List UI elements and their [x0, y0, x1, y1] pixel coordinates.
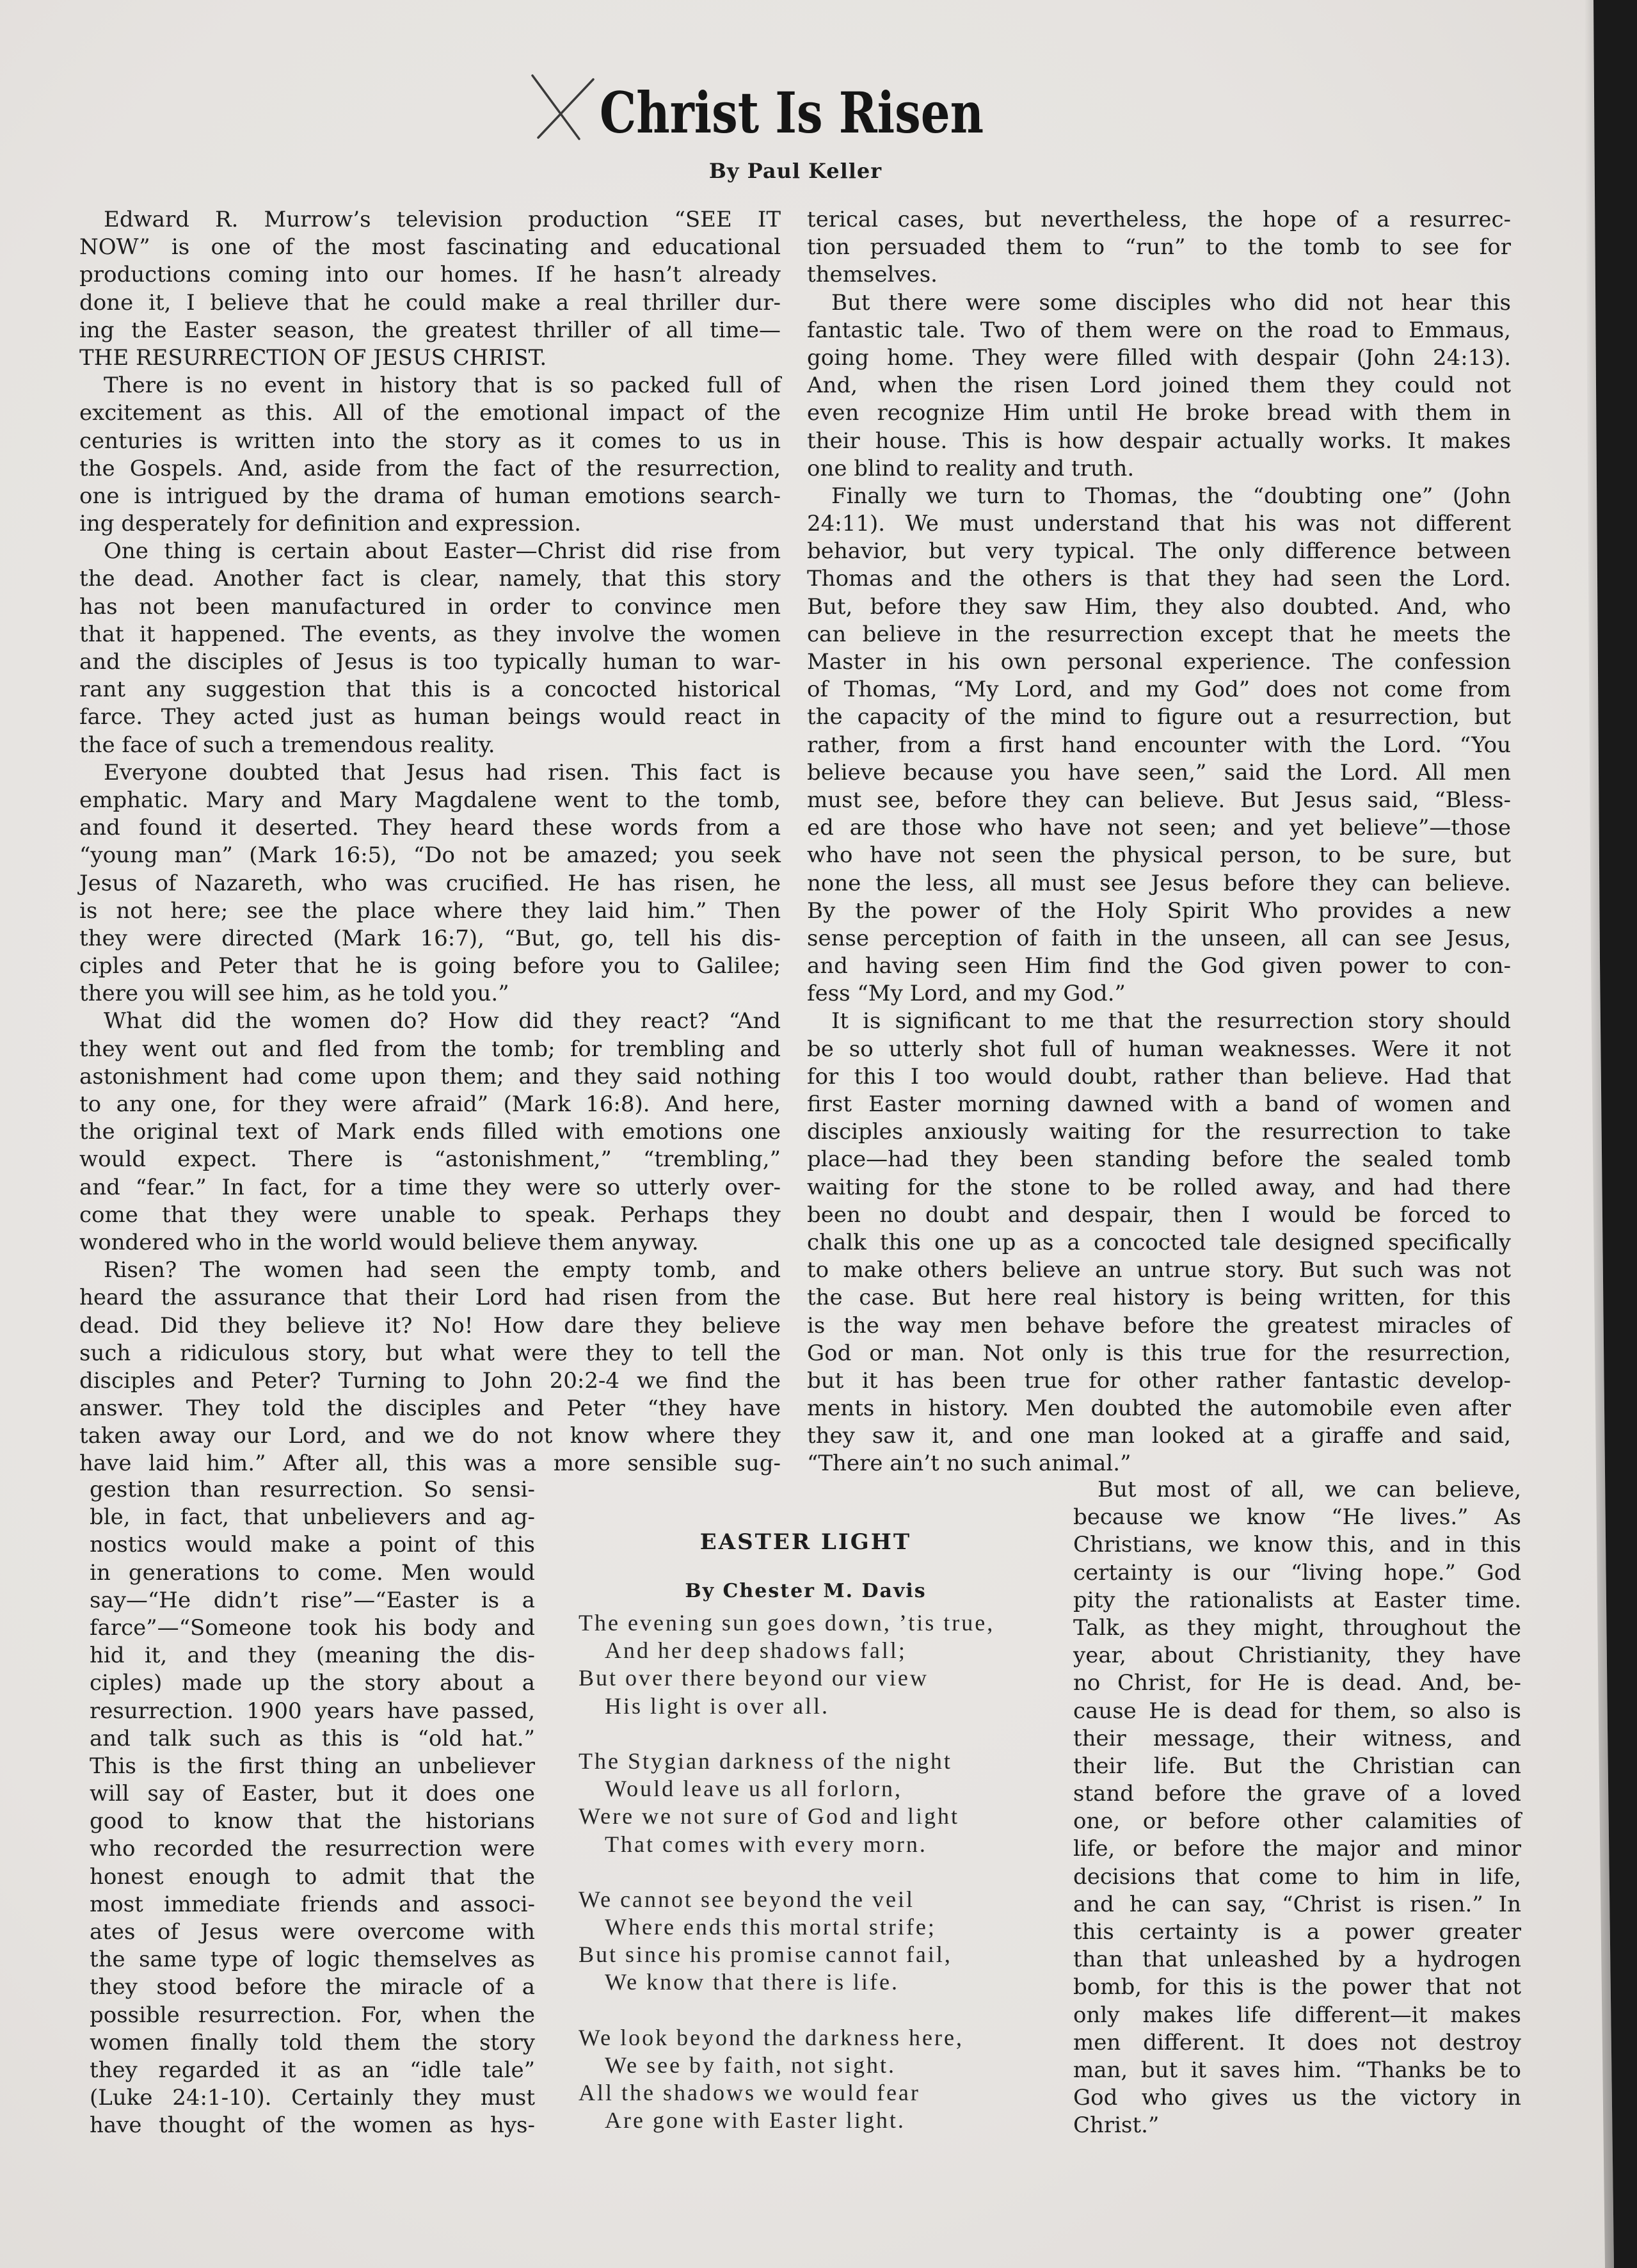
text-line: going home. They were filled with despair (John 24:13). — [807, 344, 1511, 371]
text-line: pity the rationalists at Easter time. — [1073, 1587, 1521, 1613]
text-line: can believe in the resurrection except that he meets the — [807, 621, 1511, 647]
text-line: there you will see him, as he told you.” — [79, 981, 509, 1007]
poem-line: We see by faith, not sight. — [605, 2052, 897, 2078]
text-line: their message, their witness, and — [1073, 1725, 1521, 1751]
text-line: done it, I believe that he could make a real thriller dur- — [79, 289, 781, 316]
text-line: none the less, all must see Jesus before they can believe. — [807, 870, 1511, 896]
poem-line: We know that there is life. — [605, 1969, 899, 1995]
text-line: they were directed (Mark 16:7), “But, go, tell his dis- — [79, 925, 781, 951]
text-line: certainty is our “living hope.” God — [1073, 1559, 1521, 1586]
article-paragraph — [79, 759, 781, 1008]
text-line: What did the women do? How did they react? “And — [104, 1008, 781, 1034]
text-line: honest enough to admit that the — [90, 1863, 535, 1890]
poem-line: But since his promise cannot fail, — [579, 1942, 952, 1968]
text-line: their house. This is how despair actually works. It makes — [807, 428, 1511, 454]
text-line: 24:11). We must understand that his was not different — [807, 511, 1511, 537]
text-line: terical cases, but nevertheless, the hope of a resurrec- — [807, 207, 1511, 232]
text-line: ble, in fact, that unbelievers and ag- — [90, 1504, 535, 1531]
text-line: would expect. There is “astonishment,” “trembling,” — [79, 1146, 781, 1173]
article-paragraph — [807, 289, 1511, 483]
text-line: no Christ, for He is dead. And, be- — [1073, 1670, 1521, 1696]
text-line: ciples) made up the story about a — [90, 1670, 535, 1696]
text-line: Edward R. Murrow’s television production “SEE IT — [104, 207, 781, 232]
text-line: have laid him.” After all, this was a more sensible sug- — [79, 1451, 781, 1477]
text-line: disciples and Peter? Turning to John 20:2-4 we find the — [79, 1367, 781, 1394]
text-line: the original text of Mark ends filled with emotions one — [79, 1119, 781, 1145]
text-line: It is significant to me that the resurrection story should — [831, 1008, 1511, 1034]
text-line: place—had they been standing before the sealed tomb — [807, 1146, 1511, 1173]
article-paragraph — [79, 1008, 781, 1257]
text-line: to make others believe an untrue story. But such was not — [807, 1257, 1511, 1283]
text-line: say—“He didn’t rise”—“Easter is a — [90, 1587, 535, 1613]
text-line: to any one, for they were afraid” (Mark 16:8). And here, — [79, 1091, 781, 1117]
article-column-bottom-right — [1073, 1476, 1521, 2140]
text-line: they went out and fled from the tomb; for trembling and — [79, 1036, 781, 1062]
text-line: have thought of the women as hys- — [90, 2112, 535, 2139]
poem-title: EASTER LIGHT — [699, 1529, 912, 1555]
text-line: emphatic. Mary and Mary Magdalene went to the tomb, — [79, 787, 781, 813]
text-line: and having seen Him find the God given power to con- — [807, 953, 1511, 979]
text-line: ments in history. Men doubted the automobile even after — [807, 1395, 1511, 1422]
text-line: be so utterly shot full of human weaknesses. Were it not — [807, 1036, 1511, 1062]
text-line: and “fear.” In fact, for a time they were so utterly over- — [79, 1174, 781, 1200]
poem-stanza — [579, 1748, 1033, 1858]
poem-line: And her deep shadows fall; — [605, 1637, 907, 1664]
article-column-top-right — [807, 206, 1511, 1478]
poem-line: His light is over all. — [605, 1693, 829, 1719]
article-paragraph — [79, 206, 781, 372]
text-line: heard the assurance that their Lord had risen from the — [79, 1285, 781, 1311]
text-line: the Gospels. And, aside from the fact of the resurrection, — [79, 455, 781, 481]
poem-line: But over there beyond our view — [579, 1665, 929, 1691]
text-line: man, but it saves him. “Thanks be to — [1073, 2057, 1521, 2083]
text-line: And, when the risen Lord joined them they could not — [807, 373, 1511, 399]
text-line: tion persuaded them to “run” to the tomb to see for — [807, 234, 1511, 261]
text-line: because we know “He lives.” As — [1073, 1504, 1521, 1531]
poem-stanza — [579, 1609, 1033, 1720]
article-paragraph — [807, 206, 1511, 289]
text-line: behavior, but very typical. The only difference between — [807, 538, 1511, 565]
article-paragraph — [807, 1008, 1511, 1477]
text-line: must see, before they can believe. But Jesus said, “Bless- — [807, 787, 1511, 813]
text-line: the face of such a tremendous reality. — [79, 732, 495, 758]
text-line: first Easter morning dawned with a band of women and — [807, 1091, 1511, 1117]
text-line: rather, from a first hand encounter with the Lord. “You — [807, 732, 1511, 758]
poem-byline: By Chester M. Davis — [685, 1580, 927, 1602]
text-line: God who gives us the victory in — [1073, 2085, 1521, 2111]
text-line: that it happened. The events, as they involve the women — [79, 621, 781, 647]
poem-line: We look beyond the darkness here, — [579, 2024, 964, 2050]
text-line: nostics would make a point of this — [90, 1532, 535, 1558]
text-line: only makes life different—it makes — [1073, 2002, 1521, 2028]
text-line: the dead. Another fact is clear, namely, that this story — [79, 566, 781, 592]
text-line: and he can say, “Christ is risen.” In — [1073, 1891, 1521, 1917]
text-line: stand before the grave of a loved — [1073, 1781, 1521, 1807]
text-line: and found it deserted. They heard these words from a — [79, 815, 781, 841]
poem — [579, 1529, 1033, 2135]
article-byline: By Paul Keller — [708, 159, 882, 183]
poem-line: Where ends this mortal strife; — [605, 1914, 936, 1940]
article-column-top-left — [79, 206, 781, 1478]
text-line: such a ridiculous story, but what were they to tell the — [79, 1340, 781, 1366]
text-line: has not been manufactured in order to convince men — [79, 593, 781, 620]
article-paragraph — [90, 1476, 535, 2140]
text-line: this certainty is a power greater — [1073, 1919, 1521, 1945]
text-line: is the way men behave before the greatest miracles of — [807, 1312, 1511, 1339]
text-line: will say of Easter, but it does one — [90, 1781, 535, 1807]
poem-line: Were we not sure of God and light — [579, 1803, 959, 1830]
text-line: life, or before the major and minor — [1073, 1836, 1521, 1862]
text-line: chalk this one up as a concocted tale designed specifically — [807, 1229, 1511, 1255]
text-line: for this I too would doubt, rather than believe. Had that — [807, 1063, 1511, 1090]
poem-line: Are gone with Easter light. — [605, 2107, 906, 2134]
text-line: believe because you have seen,” said the Lord. All men — [807, 759, 1511, 785]
poem-line: The Stygian darkness of the night — [579, 1748, 952, 1774]
article-paragraph — [1073, 1476, 1521, 2140]
text-line: resurrection. 1900 years have passed, — [90, 1698, 535, 1724]
text-line: But there were some disciples who did not hear this — [831, 289, 1511, 316]
text-line: and talk such as this is “old hat.” — [90, 1725, 535, 1751]
text-line: Jesus of Nazareth, who was crucified. He has risen, he — [79, 870, 781, 896]
text-line: of Thomas, “My Lord, and my God” does not come from — [807, 677, 1511, 703]
text-line: productions coming into our homes. If he hasn’t already — [79, 262, 781, 288]
text-line: By the power of the Holy Spirit Who provides a new — [807, 897, 1511, 924]
text-line: good to know that the historians — [90, 1808, 535, 1835]
text-line: come that they were unable to speak. Perhaps they — [79, 1202, 781, 1228]
text-line: excitement as this. All of the emotional impact of the — [79, 400, 781, 426]
text-line: wondered who in the world would believe them anyway. — [79, 1229, 699, 1255]
text-line: men different. It does not destroy — [1073, 2029, 1521, 2055]
text-line: Finally we turn to Thomas, the “doubting one” (John — [831, 483, 1511, 509]
text-line: themselves. — [807, 262, 938, 288]
text-line: fantastic tale. Two of them were on the road to Emmaus, — [807, 317, 1511, 343]
text-line: one, or before other calamities of — [1073, 1808, 1521, 1835]
article-paragraph — [79, 372, 781, 538]
text-line: disciples anxiously waiting for the resurrection to take — [807, 1119, 1511, 1145]
text-line: ed are those who have not seen; and yet believe”—those — [807, 815, 1511, 841]
text-line: who recorded the resurrection were — [90, 1836, 535, 1862]
text-line: ing desperately for definition and expression. — [79, 511, 582, 537]
text-line: Everyone doubted that Jesus had risen. This fact is — [104, 759, 781, 785]
text-line: one is intrigued by the drama of human emotions search- — [79, 483, 781, 509]
text-line: THE RESURRECTION OF JESUS CHRIST. — [79, 344, 547, 371]
text-line: farce”—“Someone took his body and — [90, 1614, 535, 1641]
text-line: answer. They told the disciples and Peter “they have — [79, 1395, 781, 1422]
text-line: centuries is written into the story as it comes to us in — [79, 428, 781, 454]
poem-stanza — [579, 1886, 1033, 1997]
text-line: God or man. Not only is this true for the resurrection, — [807, 1340, 1511, 1366]
text-line: astonishment had come upon them; and they said nothing — [79, 1063, 781, 1090]
poem-stanza — [579, 2024, 1033, 2135]
text-line: But, before they saw Him, they also doubted. And, who — [807, 593, 1511, 620]
poem-body — [579, 1609, 1033, 2135]
text-line: been no doubt and despair, then I would be forced to — [807, 1202, 1511, 1228]
text-line: This is the first thing an unbeliever — [90, 1753, 535, 1779]
text-line: (Luke 24:1-10). Certainly they must — [90, 2085, 535, 2111]
text-line: Risen? The women had seen the empty tomb, and — [104, 1257, 781, 1283]
text-line: possible resurrection. For, when the — [90, 2002, 535, 2028]
text-line: dead. Did they believe it? No! How dare they believe — [79, 1312, 781, 1339]
text-line: in generations to come. Men would — [90, 1559, 535, 1586]
article-paragraph — [79, 1257, 781, 1478]
text-line: cause He is dead for them, so also is — [1073, 1698, 1521, 1724]
text-line: One thing is certain about Easter—Christ did rise from — [104, 538, 781, 565]
text-line: the capacity of the mind to figure out a resurrection, but — [807, 704, 1511, 730]
poem-line: That comes with every morn. — [605, 1831, 927, 1857]
scan-background-edge — [1574, 0, 1637, 2268]
text-line: sense perception of faith in the unseen, all can see Jesus, — [807, 925, 1511, 951]
text-line: waiting for the stone to be rolled away, and had there — [807, 1174, 1511, 1200]
text-line: they saw it, and one man looked at a giraffe and said, — [807, 1423, 1511, 1449]
text-line: farce. They acted just as human beings would react in — [79, 704, 781, 730]
text-line: rant any suggestion that this is a concocted historical — [79, 677, 781, 703]
text-line: Christ.” — [1073, 2112, 1160, 2139]
text-line: who have not seen the physical person, to be sure, but — [807, 842, 1511, 869]
text-line: they regarded it as an “idle tale” — [90, 2057, 535, 2083]
text-line: ing the Easter season, the greatest thriller of all time— — [79, 317, 781, 343]
text-line: one blind to reality and truth. — [807, 455, 1135, 481]
text-line: Christians, we know this, and in this — [1073, 1532, 1521, 1558]
text-line: and the disciples of Jesus is too typically human to war- — [79, 649, 781, 675]
text-line: Master in his own personal experience. The confession — [807, 649, 1511, 675]
text-line: ates of Jesus were overcome with — [90, 1919, 535, 1945]
poem-line: The evening sun goes down, ’tis true, — [579, 1610, 995, 1636]
text-line: But most of all, we can believe, — [1098, 1477, 1521, 1502]
text-line: gestion than resurrection. So sensi- — [90, 1477, 535, 1502]
text-line: NOW” is one of the most fascinating and educational — [79, 234, 781, 261]
text-line: even recognize Him until He broke bread with them in — [807, 400, 1511, 426]
text-line: women finally told them the story — [90, 2029, 535, 2055]
text-line: their life. But the Christian can — [1073, 1753, 1521, 1779]
article-title: Christ Is Risen — [599, 79, 984, 146]
poem-line: All the shadows we would fear — [579, 2080, 920, 2106]
text-line: is not here; see the place where they laid him.” Then — [79, 897, 781, 924]
poem-line: We cannot see beyond the veil — [579, 1886, 914, 1912]
text-line: decisions that come to him in life, — [1073, 1863, 1521, 1890]
text-line: “There ain’t no such animal.” — [807, 1451, 1131, 1477]
article-paragraph — [79, 538, 781, 759]
text-line: There is no event in history that is so packed full of — [104, 373, 781, 399]
text-line: but it has been true for other rather fantastic develop- — [807, 1367, 1511, 1394]
text-line: the case. But here real history is being written, for this — [807, 1285, 1511, 1311]
text-line: Thomas and the others is that they had seen the Lord. — [807, 566, 1511, 592]
article-column-bottom-left — [90, 1476, 535, 2140]
text-line: year, about Christianity, they have — [1073, 1643, 1521, 1669]
text-line: ciples and Peter that he is going before you to Galilee; — [79, 953, 781, 979]
text-line: than that unleashed by a hydrogen — [1073, 1947, 1521, 1973]
text-line: they stood before the miracle of a — [90, 1974, 535, 2000]
text-line: bomb, for this is the power that not — [1073, 1974, 1521, 2000]
text-line: hid it, and they (meaning the dis- — [90, 1643, 535, 1669]
text-line: Talk, as they might, throughout the — [1073, 1614, 1521, 1641]
article-paragraph — [807, 483, 1511, 1008]
text-line: fess “My Lord, and my God.” — [807, 981, 1126, 1007]
text-line: most immediate friends and associ- — [90, 1891, 535, 1917]
text-line: “young man” (Mark 16:5), “Do not be amazed; you seek — [79, 842, 781, 869]
text-line: the same type of logic themselves as — [90, 1947, 535, 1973]
poem-line: Would leave us all forlorn, — [605, 1776, 902, 1802]
text-line: taken away our Lord, and we do not know where they — [79, 1423, 781, 1449]
